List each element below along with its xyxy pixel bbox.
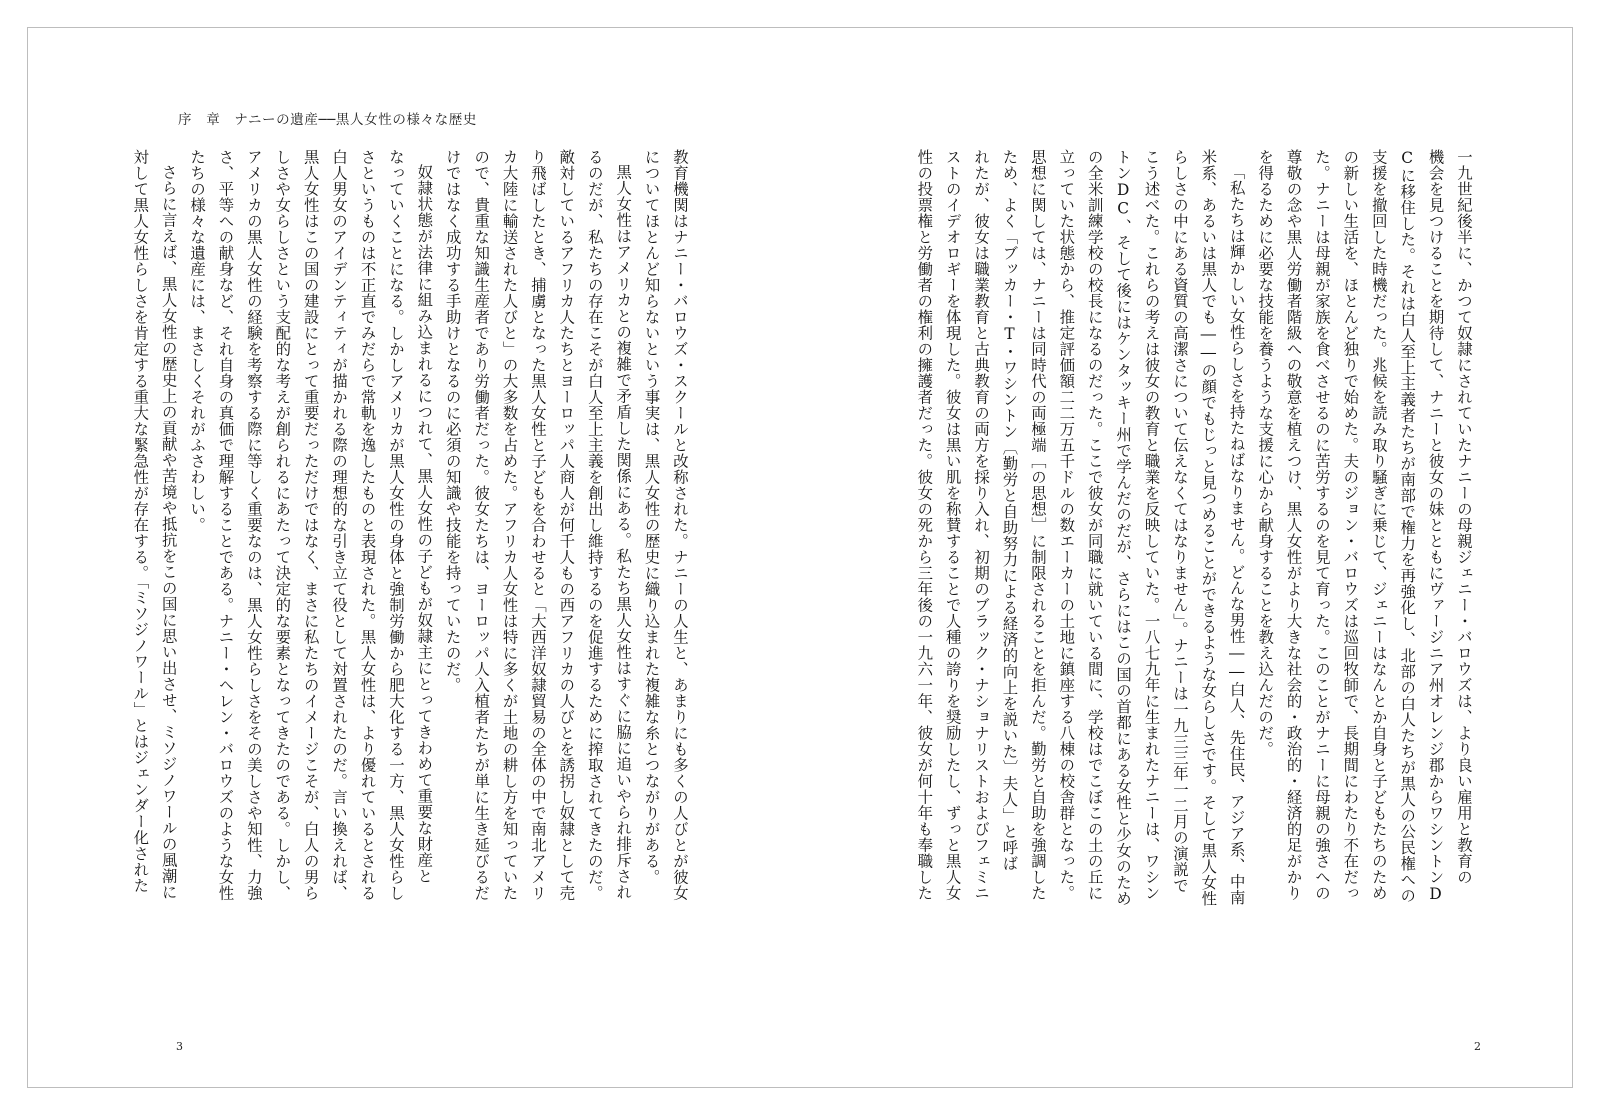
text-line: カ大陸に輸送された人びと」の大多数を占めた。アフリカ人女性は特に多くが土地の耕し方を知っていた xyxy=(500,149,519,901)
text-line: ので、貴重な知識生産者であり労働者だった。彼女たちは、ヨーロッパ人入植者たちが単に生き延びるだ xyxy=(472,149,491,901)
text-line: 支援を撤回した時機だった。兆候を読み取り騒ぎに乗じて、ジェニーはなんとか自身と子どもたちのため xyxy=(1369,149,1388,901)
running-head: 序 章 ナニーの遺産──黒人女性の様々な歴史 xyxy=(178,112,477,128)
text-line: トンDC、そして後にはケンタッキー州で学んだのだが、さらにはこの国の首都にある女性と少女のため xyxy=(1114,149,1133,907)
text-line: れたが、彼女は職業教育と古典教育の両方を採り入れ、初期のブラック・ナショナリストおよびフェミニ xyxy=(972,149,991,901)
page-number-left: 3 xyxy=(176,1040,183,1053)
text-line: 黒人女性はアメリカとの複雑で矛盾した関係にある。私たち黒人女性はすぐに脇に追いやられ排斥され xyxy=(614,164,633,901)
text-line: さらに言えば、黒人女性の歴史上の貢献や苦境や抵抗をこの国に思い出させ、ミソジノワールの風潮に xyxy=(159,164,178,901)
text-line: を得るために必要な技能を養うような支援に心から献身することを教え込んだのだ。 xyxy=(1256,149,1275,757)
text-line: らしさの中にある資質の高潔さについて伝えなくてはなりません」。ナニーは一九三三年一二月の演説で xyxy=(1170,149,1189,894)
text-line: 一九世紀後半に、かつて奴隷にされていたナニーの母親ジェニー・バロウズは、より良い雇用と教育の xyxy=(1455,149,1473,885)
text-line: の全米訓練学校の校長になるのだった。ここで彼女が同職に就いている間に、学校はでこぼこの土の丘に xyxy=(1085,149,1104,901)
right-page-body xyxy=(915,149,1478,1019)
text-line: ストのイデオロギーを体現した。彼女は黒い肌を称賛することで人種の誇りを奨励したし、ずっと黒人女 xyxy=(943,149,962,901)
text-line: なっていくことになる。しかしアメリカが黒人女性の身体と強制労働から肥大化する一方、黒人女性らし xyxy=(386,149,405,901)
text-line: けではなく成功する手助けとなるのに必須の知識や技能を持っていたのだ。 xyxy=(443,149,462,693)
text-line: さ、平等への献身など、それ自身の真価で理解することである。ナニー・ヘレン・バロウズのような女性 xyxy=(216,149,235,901)
text-line: 立っていた状態から、推定評価額二二万五千ドルの数エーカーの土地に鎮座する八棟の校舎群となった。 xyxy=(1057,149,1076,901)
text-line: り飛ばしたとき、捕虜となった黒人女性と子どもを合わせると「大西洋奴隷貿易の全体の中で南北アメリ xyxy=(528,149,547,901)
text-line: 奴隷状態が法律に組み込まれるにつれて、黒人女性の子どもが奴隷主にとってきわめて重要な財産と xyxy=(415,164,434,885)
text-line: の新しい生活を、ほとんど独りで始めた。夫のジョン・バロウズは巡回牧師で、長期間にわたり不在だっ xyxy=(1341,149,1360,901)
text-line: 白人男女のアイデンティティが描かれる際の理想的な引き立て役として対置されたのだ。言い換えれば、 xyxy=(330,149,349,901)
text-line: こう述べた。これらの考えは彼女の教育と職業を反映していた。一八七九年に生まれたナニーは、ワシン xyxy=(1142,149,1161,901)
page-number-right: 2 xyxy=(1474,1040,1481,1053)
text-line: しさや女らしさという支配的な考えが創られるにあたって決定的な要素となってきたのである。しかし、 xyxy=(273,149,292,901)
text-line: さというものは不正直でみだらで常軌を逸したものと表現された。黒人女性は、より優れているとされる xyxy=(358,149,377,901)
text-line: アメリカの黒人女性の経験を考察する際に等しく重要なのは、黒人女性らしさをその美しさや知性、力強 xyxy=(244,149,263,901)
text-line: 機会を見つけることを期待して、ナニーと彼女の妹とともにヴァージニア州オレンジ郡からワシントンD xyxy=(1426,149,1445,904)
text-line: 「私たちは輝かしい女性らしさを持たねばなりません。どんな男性――白人、先住民、アジア系、中南 xyxy=(1227,164,1246,906)
text-line: についてほとんど知らないという事実は、黒人女性の歴史に織り込まれた複雑な糸とつながりがある。 xyxy=(642,149,661,885)
text-line: るのだが、私たちの存在こそが白人至上主義を創出し維持するのを促進するために搾取されてきたのだ。 xyxy=(585,149,604,901)
text-line: た。ナニーは母親が家族を食べさせるのに苦労するのを見て育った。このことがナニーに母親の強さへの xyxy=(1312,149,1331,901)
text-line: 米系、あるいは黒人でも――の顔でもじっと見つめることができるような女らしさです。そして黒人女性 xyxy=(1199,149,1218,907)
text-line: 教育機関はナニー・バロウズ・スクールと改称された。ナニーの人生と、あまりにも多くの人びとが彼女 xyxy=(671,149,689,901)
text-line: ため、よく「ブッカー・T・ワシントン〔勤労と自助努力による経済的向上を説いた〕夫人」と呼ば xyxy=(1000,149,1019,872)
book-spread xyxy=(27,27,1573,1088)
text-line: 性の投票権と労働者の権利の擁護者だった。彼女の死から三年後の一九六一年、彼女が何十年も奉職した xyxy=(915,149,934,901)
text-line: たちの様々な遺産には、まさしくそれがふさわしい。 xyxy=(188,149,207,533)
text-line: 思想に関しては、ナニーは同時代の両極端［の思想］に制限されることを拒んだ。勤労と自助を強調した xyxy=(1028,149,1047,901)
text-line: 尊敬の念や黒人労働者階級への敬意を植えつけ、黒人女性がより大きな社会的・政治的・経済的足がかり xyxy=(1284,149,1303,901)
left-page-body xyxy=(131,149,694,1019)
text-line: 対して黒人女性らしさを肯定する重大な緊急性が存在する。「ミソジノワール」とはジェンダー化された xyxy=(131,149,150,894)
text-line: 黒人女性はこの国の建設にとって重要だっただけではなく、まさに私たちのイメージこそが、白人の男ら xyxy=(301,149,320,901)
text-line: 敵対しているアフリカ人たちとヨーロッパ人商人が何千人もの西アフリカの人びとを誘拐し奴隷として売 xyxy=(557,149,576,901)
text-line: Cに移住した。それは白人至上主義者たちが南部で権力を再強化し、北部の白人たちが黒人の公民権への xyxy=(1398,149,1417,904)
